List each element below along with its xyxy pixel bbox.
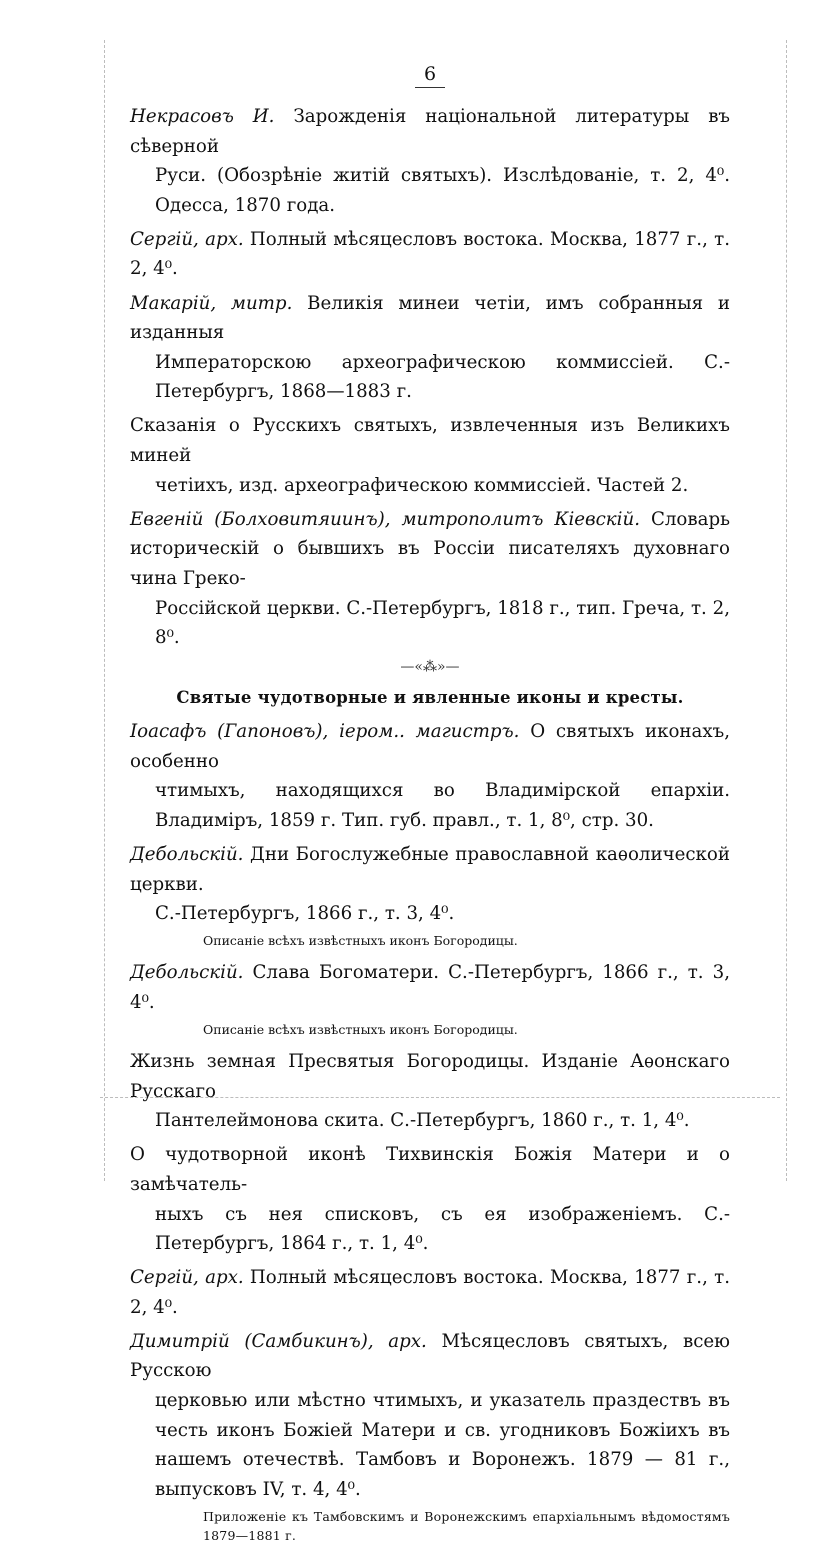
right-margin-line (786, 40, 787, 1181)
entry-continuation: церковью или мѣстно чтимыхъ, и указатель праздествъ въ честь иконъ Божіей Матери и св. угодниковъ Божіихъ въ нашемъ отечествѣ. Тамбовъ и Воронежъ. 1879 — 81 г., выпусковъ IV, т. 4, 4⁰. (155, 1390, 730, 1500)
entry-text: Зарожденія національной литературы въ сѣверной (130, 106, 730, 157)
entry-author: Сергій, арх. (130, 1267, 244, 1289)
entry-continuation: четіихъ, изд. археографическою коммиссіей. Частей 2. (155, 474, 689, 496)
entry-text: Полный мѣсяцесловъ востока. Москва, 1877 г., т. 2, 4⁰. (130, 1267, 730, 1318)
entry-continuation: Руси. (Обозрѣніе житій святыхъ). Изслѣдованіе, т. 2, 4⁰. Одесса, 1870 года. (155, 165, 730, 216)
entry-author: Іоасафъ (Гапоновъ), іером.. магистръ. (130, 721, 520, 743)
entry-author: Сергій, арх. (130, 228, 244, 250)
entry-text: Дни Богослужебные православной каѳолической церкви. (130, 844, 730, 895)
bibliography-entry (130, 505, 730, 653)
left-margin-line (104, 40, 105, 1181)
entry-text: О святыхъ иконахъ, особенно (130, 721, 730, 772)
entry-text: Жизнь земная Пресвятыя Богородицы. Изданіе Аѳонскаго Русскаго (130, 1051, 730, 1102)
entry-continuation: Пантелеймонова скита. С.-Петербургъ, 1860 г., т. 1, 4⁰. (155, 1110, 690, 1132)
bibliography-entry (130, 717, 730, 835)
entry-text: Сказанія о Русскихъ святыхъ, извлеченныя изъ Великихъ миней (130, 415, 730, 467)
entry-author: Дебольскій. (130, 844, 244, 866)
entry-text: Полный мѣсяцесловъ востока. Москва, 1877 г., т. 2, 4⁰. (130, 228, 730, 280)
entry-author: Некрасовъ И. (130, 106, 275, 127)
bibliography-entry (130, 289, 730, 407)
entry-continuation: Императорскою археографическою коммиссіей. С.-Петербургъ, 1868—1883 г. (155, 351, 730, 403)
page-number-rule (415, 87, 445, 88)
entry-continuation: чтимыхъ, находящихся во Владимірской епархіи. Владиміръ, 1859 г. Тип. губ. правл., т. 1, 8⁰, стр. 30. (155, 780, 730, 831)
bibliography-entry (130, 1140, 730, 1258)
bibliography-entry (130, 102, 730, 220)
bibliography-entry (130, 411, 730, 500)
entry-note: Приложеніе къ Тамбовскимъ и Воронежскимъ епархіальнымъ вѣдомостямъ 1879—1881 г. (203, 1508, 730, 1543)
bibliography-entry (130, 958, 730, 1017)
entry-text: Великія минеи четіи, имъ собранныя и изданныя (130, 292, 730, 344)
entry-author: Дебольскій. (130, 962, 244, 984)
entry-author: Евгеній (Болховитяиинъ), митрополитъ Кіевскій. (130, 508, 640, 530)
entry-text: О чудотворной иконѣ Тихвинскія Божія Матери и о замѣчатель- (130, 1144, 730, 1195)
section-separator-ornament: —«⁂»— (400, 659, 460, 676)
entry-text: Словарь историческій о бывшихъ въ Россіи писателяхъ духовнаго чина Греко- (130, 508, 730, 589)
entry-continuation: ныхъ съ нея списковъ, съ ея изображеніемъ. С.-Петербургъ, 1864 г., т. 1, 4⁰. (155, 1203, 730, 1255)
entry-continuation: Россійской церкви. С.-Петербургъ, 1818 г., тип. Греча, т. 2, 8⁰. (155, 597, 730, 649)
bibliography-entry (130, 1327, 730, 1505)
bibliography-entry (130, 1047, 730, 1136)
bibliography-entry (130, 840, 730, 929)
page-number: 6 (423, 63, 437, 85)
entry-continuation: С.-Петербургъ, 1866 г., т. 3, 4⁰. (155, 903, 455, 925)
bibliography-entry (130, 1263, 730, 1322)
bibliography-entry (130, 225, 730, 284)
entry-author: Димитрій (Самбикинъ), арх. (130, 1330, 427, 1352)
entry-author: Макарій, митр. (130, 292, 293, 314)
entry-text: Слава Богоматери. С.-Петербургъ, 1866 г., т. 3, 4⁰. (130, 962, 730, 1013)
section-heading: Святые чудотворные и явленные иконы и кресты. (176, 688, 684, 708)
entry-text: Мѣсяцесловъ святыхъ, всею Русскою (130, 1330, 730, 1382)
entry-note: Описаніе всѣхъ извѣстныхъ иконъ Богородицы. (203, 933, 518, 949)
page-body (130, 102, 730, 1553)
entry-note: Описаніе всѣхъ извѣстныхъ иконъ Богородицы. (203, 1022, 518, 1038)
